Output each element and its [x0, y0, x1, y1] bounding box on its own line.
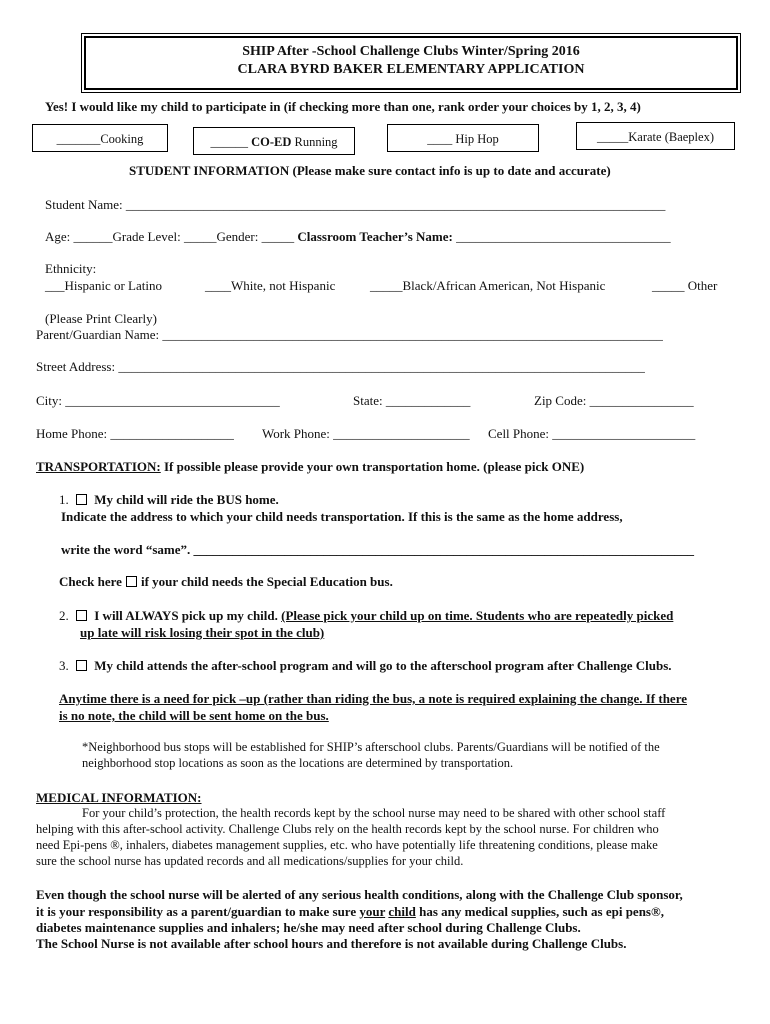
transportation-instructions: If possible please provide your own transportation home. (please pick ONE) — [160, 459, 585, 474]
option-afterschool[interactable] — [59, 658, 672, 674]
transportation-title: TRANSPORTATION: — [36, 459, 161, 474]
ethnicity-hispanic[interactable]: ___Hispanic or Latino — [45, 278, 162, 293]
work-phone-field[interactable]: Work Phone: _____________________ — [262, 426, 470, 441]
option-bus[interactable] — [59, 492, 279, 508]
pickup-warning: (Please pick your child up on time. Students who are repeatedly picked — [281, 608, 674, 623]
club-running-coed: CO-ED — [251, 135, 292, 149]
bus-checkbox[interactable] — [76, 494, 87, 505]
club-running-label: Running — [294, 135, 338, 149]
pickup-warning-cont: up late will risk losing their spot in the club) — [80, 625, 325, 640]
option-1-number: 1. — [59, 492, 69, 507]
child-emphasis: child — [388, 904, 416, 919]
nurse-alert-line3: diabetes maintenance supplies and inhalers; he/she may need after school during Challenge Clubs. — [36, 920, 581, 935]
form-header — [84, 36, 738, 90]
medical-heading: MEDICAL INFORMATION: — [36, 790, 202, 805]
ethnicity-white[interactable]: ____White, not Hispanic — [205, 278, 336, 293]
nurse-alert-line1: Even though the school nurse will be alerted of any serious health conditions, along with the Challenge Club sponsor, — [36, 887, 683, 902]
ethnicity-label: Ethnicity: — [45, 261, 97, 276]
neighborhood-stop-note: *Neighborhood bus stops will be established for SHIP’s afterschool clubs. Parents/Guardians will be notified of the — [82, 740, 660, 754]
student-name-field[interactable]: Student Name: ___________________________________________________________________________________ — [45, 197, 666, 212]
teacher-label: Classroom Teacher’s Name: — [297, 229, 453, 244]
club-karate-label: _____Karate (Baeplex) — [597, 130, 714, 144]
medical-paragraph-line4: sure the school nurse has updated records and all medications/supplies for your child. — [36, 854, 464, 868]
option-bus-label: My child will ride the BUS home. — [94, 492, 279, 507]
option-3-number: 3. — [59, 658, 69, 673]
form-title: SHIP After -School Challenge Clubs Winter/Spring 2016 — [242, 44, 580, 59]
supplies-text: has any medical supplies, such as epi pens®, — [415, 904, 664, 919]
street-address-field[interactable]: Street Address: _________________________________________________________________________________ — [36, 359, 645, 374]
special-ed-checkbox[interactable] — [126, 576, 137, 587]
bus-address-instruction: Indicate the address to which your child needs transportation. If this is the same as the home address, — [61, 509, 623, 524]
special-ed-label-post: if your child needs the Special Education bus. — [140, 574, 393, 589]
nurse-alert-line4: The School Nurse is not available after school hours and therefore is not available during Challenge Clubs. — [36, 936, 627, 951]
cell-phone-field[interactable]: Cell Phone: ______________________ — [488, 426, 696, 441]
option-2-number: 2. — [59, 608, 69, 623]
nurse-alert-line2 — [36, 904, 664, 920]
special-ed-label-pre: Check here — [59, 574, 122, 589]
medical-paragraph-line1: For your child’s protection, the health records kept by the school nurse may need to be shared with other school staff — [82, 806, 666, 820]
medical-paragraph-line3: need Epi-pens ®, inhalers, diabetes management supplies, etc. who have potentially life threatening conditions, please make — [36, 838, 658, 852]
state-field[interactable]: State: _____________ — [353, 393, 471, 408]
club-cooking[interactable] — [32, 124, 168, 152]
age-grade-gender-label: Age: ______Grade Level: _____Gender: _____ — [45, 229, 295, 244]
your-emphasis: your — [359, 904, 386, 919]
home-phone-field[interactable]: Home Phone: ___________________ — [36, 426, 234, 441]
pickup-note-rule-cont: is no note, the child will be sent home on the bus. — [59, 708, 329, 723]
afterschool-checkbox[interactable] — [76, 660, 87, 671]
medical-paragraph-line2: helping with this after-school activity. Challenge Clubs rely on the health records kept by the school nurse. For children who — [36, 822, 659, 836]
club-intro: Yes! I would like my child to participate in (if checking more than one, rank order your choices by 1, 2, 3, 4) — [45, 99, 641, 114]
club-karate[interactable] — [576, 122, 735, 150]
city-field[interactable]: City: _________________________________ — [36, 393, 280, 408]
pickup-note-rule: Anytime there is a need for pick –up (rather than riding the bus, a note is required explaining the change. If there — [59, 691, 687, 706]
teacher-field[interactable]: _________________________________ — [456, 229, 671, 244]
option-pickup[interactable] — [59, 608, 673, 624]
age-grade-gender-field[interactable] — [45, 229, 671, 245]
club-running-blank: ______ — [210, 135, 248, 149]
responsibility-text: it is your responsibility as a parent/guardian to make sure — [36, 904, 360, 919]
student-info-heading: STUDENT INFORMATION (Please make sure contact info is up to date and accurate) — [129, 163, 611, 178]
school-name: CLARA BYRD BAKER ELEMENTARY APPLICATION — [237, 62, 585, 77]
zip-field[interactable]: Zip Code: ________________ — [534, 393, 694, 408]
bus-address-field[interactable]: write the word “same”. _____________________________________________________________________________ — [61, 542, 694, 557]
print-clearly-note: (Please Print Clearly) — [45, 311, 157, 326]
option-pickup-label: I will ALWAYS pick up my child. — [94, 608, 278, 623]
special-ed-bus-option[interactable] — [59, 574, 393, 590]
ethnicity-black[interactable]: _____Black/African American, Not Hispanic — [370, 278, 606, 293]
pickup-checkbox[interactable] — [76, 610, 87, 621]
transportation-heading — [36, 459, 584, 475]
option-afterschool-label: My child attends the after-school program and will go to the afterschool program after Challenge Clubs. — [94, 658, 672, 673]
parent-name-field[interactable]: Parent/Guardian Name: _____________________________________________________________________________ — [36, 327, 663, 342]
club-running[interactable] — [193, 127, 355, 155]
club-hiphop-label: ____ Hip Hop — [427, 132, 499, 146]
club-hiphop[interactable] — [387, 124, 539, 152]
neighborhood-stop-note-cont: neighborhood stop locations as soon as the locations are determined by transportation. — [82, 756, 514, 770]
club-cooking-label: _______Cooking — [56, 132, 144, 146]
ethnicity-other[interactable]: _____ Other — [652, 278, 718, 293]
